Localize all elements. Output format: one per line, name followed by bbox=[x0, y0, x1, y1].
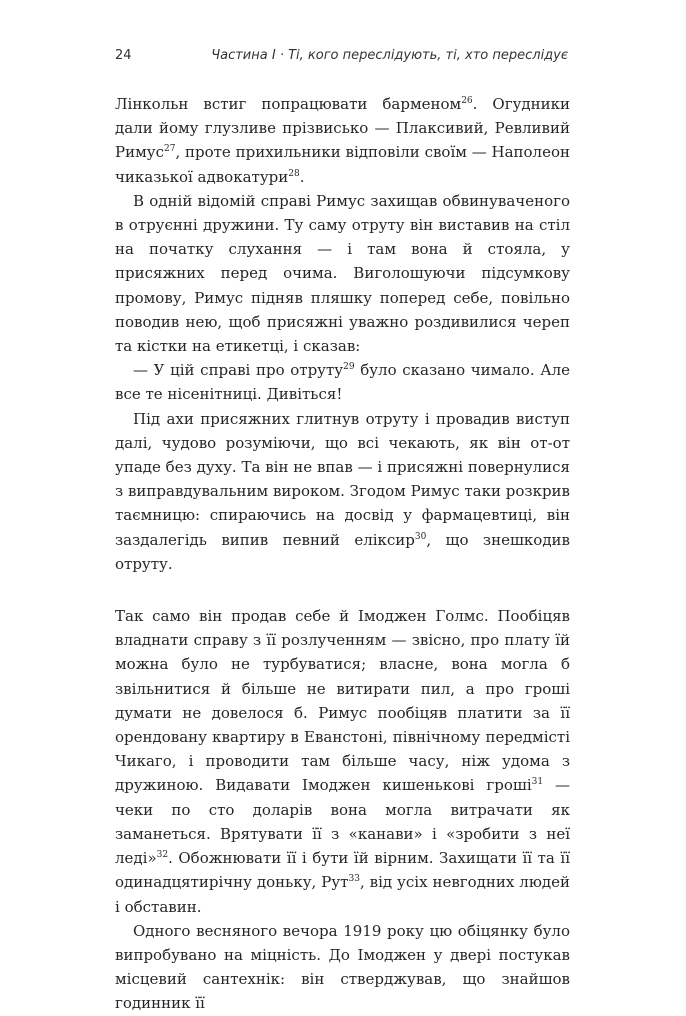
body-text bbox=[115, 92, 570, 1016]
footnote-ref[interactable]: 33 bbox=[348, 874, 360, 885]
paragraph: Одного весняного вечора 1919 року цю обіцянку було випробувано на міцність. До Імоджен у двері постукав місцевий сантехнік: він стверджував, що знайшов годинник її bbox=[115, 921, 570, 1013]
paragraph: В одній відомій справі Римус захищав обвинуваченого в отруєнні дружини. Ту саму отруту він виставив на стіл на початку слухання — і там вона й стояла, у присяжних перед очима. Виголошуючи підсумкову промову, Римус підняв пляшку поперед себе, повільно поводив нею, щоб присяжні уважно роздивилися череп та кістки на етикетці, і сказав: bbox=[115, 191, 570, 356]
running-head: Частина І · Ті, кого переслідують, ті, хто переслідує bbox=[211, 48, 568, 63]
footnote-ref[interactable]: 27 bbox=[163, 144, 176, 155]
page-header bbox=[115, 48, 568, 68]
footnote-ref[interactable]: 30 bbox=[414, 531, 427, 542]
paragraph: Лінкольн встиг попрацювати барменом$^{26}$. Огудники дали йому глузливе прізвисько — Плаксивий, Ревливий Римус$^{27}$, проте прихильники відповіли своїм — Наполеон чиказької адвокатури$^{28}$. bbox=[115, 95, 570, 186]
footnote-ref[interactable]: 26 bbox=[461, 96, 473, 106]
paragraph: Так само він продав себе й Імоджен Голмс. Пообіцяв владнати справу з її розлученням — звісно, про плату їй можна було не турбуватися; власне, вона могла б звільнитися й більше не витирати пил, а про гроші думати не довелося б. Римус пообіцяв платити за її орендовану квартиру в Еванстоні, північному передмісті Чикаго, і проводити там більше часу, ніж удома з дружиною. Видавати Імоджен кишенькові гроші$^{31}$ — чеки по сто доларів вона могла витрачати як заманеться. Врятувати її з «канави» і «зробити з неї леді»$^{32}$. Обожнювати її і бути їй вірним. Захищати її та її одинадцятирічну доньку, Рут$^{33}$, від усіх невгодних людей і обставин. bbox=[115, 607, 571, 916]
footnote-ref[interactable]: 29 bbox=[343, 362, 355, 373]
page-number: 24 bbox=[115, 48, 132, 63]
footnote-ref[interactable]: 32 bbox=[156, 850, 169, 861]
section-break bbox=[115, 576, 570, 604]
footnote-ref[interactable]: 28 bbox=[288, 168, 300, 179]
footnote-ref[interactable]: 31 bbox=[531, 777, 544, 788]
paragraph: — У цій справі про отруту$^{29}$ було сказано чимало. Але все те нісенітниці. Дивіться! bbox=[115, 361, 570, 404]
paragraph: Під ахи присяжних глитнув отруту і провадив виступ далі, чудово розуміючи, що всі чекають, як він от-от упаде без духу. Та він не впав — і присяжні повернулися з виправдувальним вироком. Згодом Римус таки розкрив таємницю: спираючись на досвід у фармацевтиці, він заздалегідь випив певний еліксир$^{30}$, що знешкодив отруту. bbox=[115, 409, 570, 573]
